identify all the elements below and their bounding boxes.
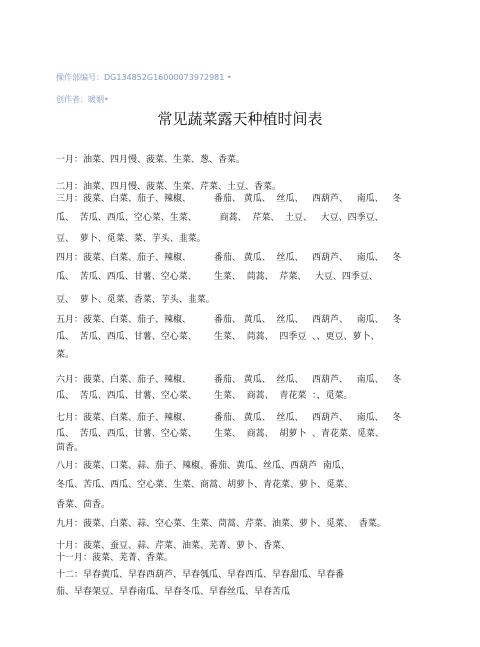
text-line: 一月：油菜、四月慢、菠菜、生菜、葱、香菜。 — [56, 155, 246, 165]
text-line: 菜。 — [56, 350, 75, 360]
text-line: 四月：菠菜、白菜、茄子、辣椒、 番茄、 黄瓜、 丝瓜、 西葫芦、 南瓜、 冬 — [56, 253, 402, 263]
text-line: 香菜、茴香。 — [56, 500, 111, 510]
text-line: 豆、 萝卜、觅菜、香菜、芋头、韭菜。 — [56, 295, 215, 305]
text-line: 冬瓜、苦瓜、西瓜、空心菜、生菜、商蒿、胡萝卜、青花菜、萝卜、觅菜、 — [56, 480, 354, 490]
text-line: 茄、早春架豆、早春南瓜、早春冬瓜、早春丝瓜、早春苦瓜 — [56, 587, 291, 597]
text-line: 瓜、 苦瓜、西瓜、空心菜、生菜、 商蒿、 芹菜、 土豆、 大豆、四季豆、 — [56, 213, 384, 223]
text-line: 瓜、 苦瓜、西瓜、甘薯、空心菜、 生菜、 茼蒿、 芹菜、 大豆、四季豆、 — [56, 272, 378, 282]
text-line: 十一月：菠菜、芜菁、香菜。 — [56, 553, 174, 563]
text-line: 茴香。 — [56, 443, 84, 453]
text-line: 七月：菠菜、白菜、茄子、辣椒、 番茄、 黄瓜、 丝瓜、 西葫芦、 南瓜、 冬 — [56, 413, 402, 423]
text-line: 六月：菠菜、白菜、茄子、辣椒、 番茄、 黄瓜、 丝瓜、 西葫芦、 南瓜、 冬 — [56, 375, 402, 385]
text-line: 五月：菠菜、白菜、茄子、辣椒、 番茄、 黄瓜、 丝瓜、 西葫芦、 南瓜、 冬 — [56, 315, 402, 325]
text-line: 瓜、 苦瓜、西瓜、甘薯、空心菜、 生菜、 商蒿、 青花菜 ：、觅菜。 — [56, 391, 353, 401]
page-title: 常见蔬菜露天种植时间表 — [157, 110, 323, 128]
text-line: 瓜、 苦瓜、西瓜、甘薯、空心菜、 生菜、 商蒿、 胡萝卜 、青花菜、觅菜、 — [56, 429, 385, 439]
text-line: 十月：菠菜、蚕豆、蒜、芹菜、油菜、芜菁、萝卜、香菜、 — [56, 541, 291, 551]
text-line: 瓜、 苦瓜、西瓜、甘薯、空心菜、 生菜、 茼蒿、 四季豆 、、更豆、萝卜、 — [56, 332, 380, 342]
text-line: 十二：早春黄瓜、早春西葫芦、早春瓠瓜、早春西瓜、早春甜瓜、早春番 — [56, 570, 345, 580]
text-line: 九月：菠菜、白菜、蒜、空心菜、生菜、茼蒿、芹菜、油菜、萝卜、觅菜、 香菜。 — [56, 519, 386, 529]
text-line: 二月：油菜、四月慢、菠菜、生菜、芹菜、土豆、香菜。 — [56, 182, 282, 192]
author-line: 创作者：暖姻• — [56, 95, 109, 104]
text-line: 三月：菠菜、白菜、茄子、辣椒、 番茄、 黄瓜、 丝瓜、 西葫芦、 南瓜、 冬 — [56, 194, 402, 204]
document-number: 操作部编号：DG134852G16000073972981 • — [56, 73, 232, 82]
text-line: 八月：菠菜、口菜、蒜、茄子、辣椒、番茄、黄瓜、丝瓜、西葫芦 南瓜、 — [56, 461, 350, 471]
text-line: 豆、 萝卜、觅菜、菜、芋头、韭菜。 — [56, 234, 206, 244]
